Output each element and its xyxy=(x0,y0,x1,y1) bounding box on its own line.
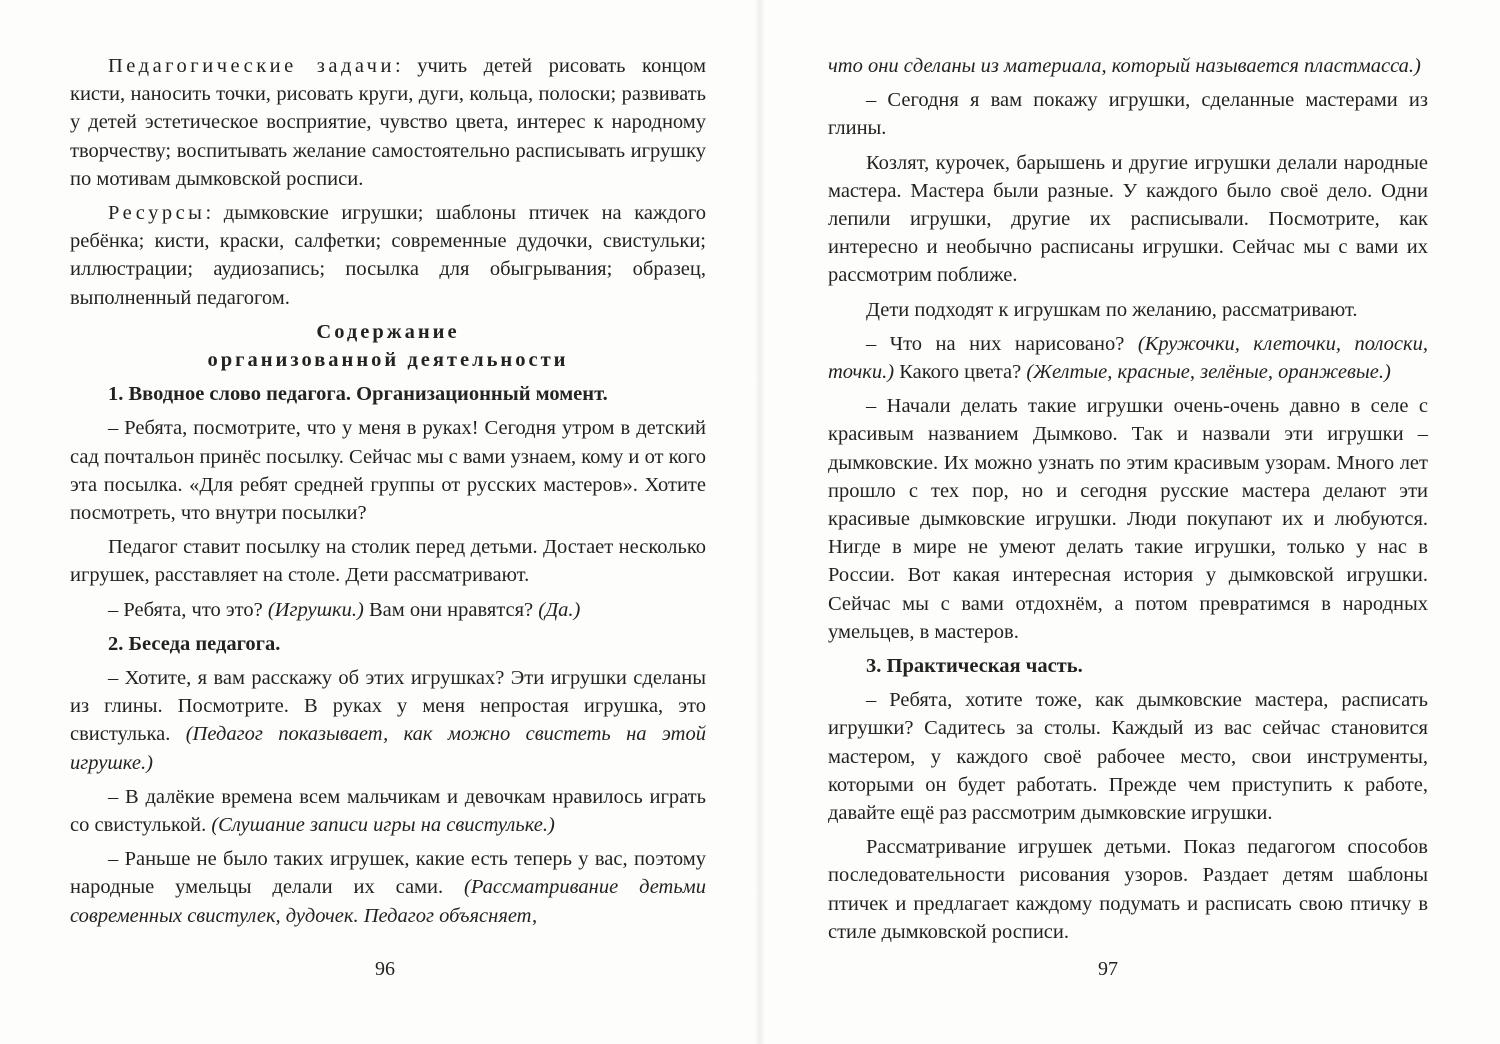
section3-title: 3. Практическая часть. xyxy=(866,655,1083,678)
section1-title: 1. Вводное слово педагога. Организационный момент. xyxy=(108,383,608,406)
paragraph-what-is-drawn xyxy=(828,330,1428,386)
page-number-right: 97 xyxy=(1098,958,1118,980)
italic-segment: (Слушание записи игры на свистульке.) xyxy=(211,814,555,837)
paragraph-about-toys xyxy=(70,664,706,777)
italic-segment: (Желтые, красные, зелёные, оранжевые.) xyxy=(1026,361,1391,384)
resources-label: Ресурсы xyxy=(108,202,206,225)
italic-segment: (Рассматривание детьми современных свистулек, дудочек. Педагог объясняет, xyxy=(70,876,706,927)
pedagogical-tasks-paragraph xyxy=(70,52,706,193)
resources-text: : дымковские игрушки; шаблоны птичек на каждого ребёнка; кисти, краски, салфетки; современные дудочки, свистульки; иллюстрации; аудиозапись; посылка для обыгрывания; образец, выполненный педагогом. xyxy=(70,202,706,309)
text-segment: – Раньше не было таких игрушек, какие есть теперь у вас, поэтому народные умельцы делали их сами. xyxy=(70,848,706,899)
paragraph-parcel: – Ребята, посмотрите, что у меня в руках! Сегодня утром в детский сад почтальон принёс посылку. Сейчас мы с вами узнаем, кому и от кого эта посылка. «Для ребят средней группы от русских мастеров». Хотите посмотреть, что внутри посылки? xyxy=(70,417,706,525)
italic-segment: (Игрушки.) xyxy=(267,598,364,621)
content-heading-line1: Содержание xyxy=(316,320,460,343)
text-segment: – Ребята, что это? xyxy=(108,598,268,621)
text-segment: – Что на них нарисовано? xyxy=(866,332,1138,355)
pedagogical-tasks-text: : учить детей рисовать концом кисти, наносить точки, рисовать круги, дуги, кольца, полоски; развивать у детей эстетическое восприятие, чувство цвета, интерес к народному творчеству; воспитывать желание самостоятельно расписывать игрушку по мотивам дымковской росписи. xyxy=(70,55,706,190)
paragraph-dymkovo-history: – Начали делать такие игрушки очень-очень давно в селе с красивым названием Дымково. Так и назвали эти игрушки – дымковские. Их можно узнать по этим красивым узорам. Много лет прошло с тех пор, но и сегодня русские мастера делают эти красивые дымковские игрушки. Люди покупают их и любуются. Нигде в мире не умеют делать такие игрушки, только у нас в России. Вот какая интересная история у дымковской игрушки. Сейчас мы с вами отдохнём, а потом превратимся в народных умельцев, в мастеров. xyxy=(828,395,1428,643)
text-segment: Какого цвета? xyxy=(894,361,1027,384)
paragraph-plastic-continuation: что они сделаны из материала, который называется пластмасса.) xyxy=(828,55,1421,77)
paragraph-children-approach: Дети подходят к игрушкам по желанию, рассматривают. xyxy=(866,298,1358,321)
resources-paragraph xyxy=(70,199,706,312)
italic-segment: (Да.) xyxy=(538,598,581,621)
content-heading xyxy=(70,318,706,374)
right-page xyxy=(760,0,1500,1044)
paragraph-teacher-places-parcel: Педагог ставит посылку на столик перед детьми. Достает несколько игрушек, расставляет на столе. Дети рассматривают. xyxy=(70,536,706,587)
paragraph-folk-craftsmen xyxy=(70,845,706,930)
paragraph-practical: – Ребята, хотите тоже, как дымковские мастера, расписать игрушки? Садитесь за столы. Каждый из вас сейчас становится мастером, у каждого своё рабочее место, свои инструменты, которыми он будет работать. Прежде чем приступить к работе, давайте ещё раз рассмотрим дымковские игрушки. xyxy=(828,689,1428,825)
italic-segment: (Кружочки, клеточки, полоски, точки.) xyxy=(828,332,1428,384)
paragraph-old-times xyxy=(70,783,706,839)
paragraph-clay-toys: – Сегодня я вам покажу игрушки, сделанные мастерами из глины. xyxy=(828,89,1428,140)
pedagogical-tasks-label: Педагогические задачи xyxy=(108,55,395,77)
text-segment: Вам они нравятся? xyxy=(363,598,539,621)
paragraph-masters: Козлят, курочек, барышень и другие игрушки делали народные мастера. Мастера были разные. У каждого было своё дело. Одни лепили игрушки, другие их расписывали. Посмотрите, как интересно и необычно расписаны игрушки. Сейчас мы с вами их рассмотрим поближе. xyxy=(828,151,1428,287)
text-segment: – В далёкие времена всем мальчикам и девочкам нравилось играть со свистулькой. xyxy=(70,785,706,837)
text-segment: – Хотите, я вам расскажу об этих игрушках? Эти игрушки сделаны из глины. Посмотрите. В руках у меня непростая игрушка, это свистулька. xyxy=(70,667,706,746)
page-number-left: 96 xyxy=(375,958,395,980)
content-heading-line2: организованной деятельности xyxy=(207,349,569,372)
section2-title: 2. Беседа педагога. xyxy=(108,632,281,655)
right-text-column xyxy=(828,52,1428,952)
paragraph-examining-toys: Рассматривание игрушек детьми. Показ педагогом способов последовательности рисования узоров. Раздает детям шаблоны птичек и предлагает каждому подумать и расписать свою птичку в стиле дымковской росписи. xyxy=(828,836,1428,943)
paragraph-what-is-this xyxy=(70,596,706,624)
left-text-column xyxy=(70,52,706,936)
italic-segment: (Педагог показывает, как можно свистеть на этой игрушке.) xyxy=(70,723,706,774)
